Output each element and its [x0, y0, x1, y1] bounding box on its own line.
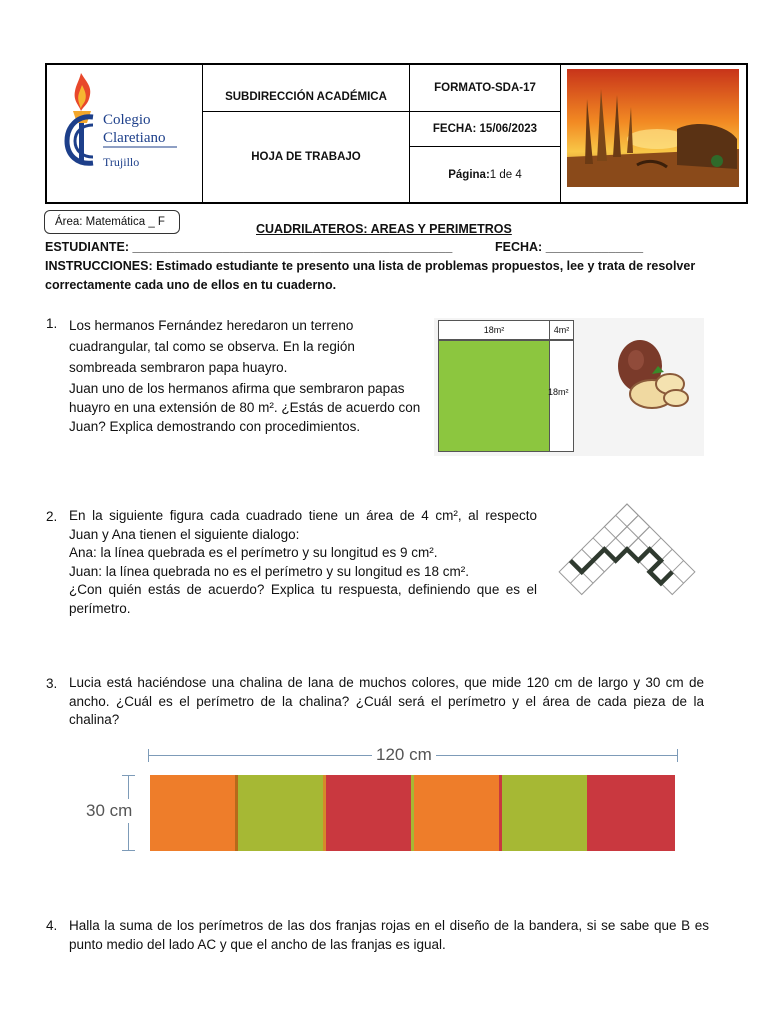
surreal-painting-image	[567, 69, 739, 187]
length-label: 120 cm	[372, 745, 436, 765]
right-strip	[550, 340, 574, 452]
text-line: Halla la suma de los perímetros de las dos franjas rojas en el diseño de la bandera, si se sabe que B es	[69, 918, 709, 933]
dimension-tick	[677, 749, 678, 762]
painting-cell	[561, 65, 746, 202]
problem-1-number: 1.	[46, 316, 58, 331]
logo-text	[103, 111, 165, 171]
scarf-piece	[502, 775, 590, 851]
scarf-piece	[326, 775, 414, 851]
logo-line-2: Claretiano	[103, 130, 166, 146]
shaded-region	[438, 340, 550, 452]
width-label: 30 cm	[86, 799, 132, 823]
title-cell	[203, 65, 410, 202]
scarf-piece	[150, 775, 238, 851]
pagina-value: 1 de 4	[489, 168, 522, 181]
text-line: cuadrangular, tal como se observa. En la región	[69, 339, 355, 354]
subdireccion-label: SUBDIRECCIÓN ACADÉMICA	[225, 91, 387, 103]
label-top-left	[438, 320, 550, 340]
text-line: Lucia está haciéndose una chalina de lana de muchos colores, que mide 120 cm de largo y 30 cm de	[69, 675, 704, 690]
top-left-label: 18m²	[483, 325, 505, 335]
text-line: Juan? Explica demostrando con procedimientos.	[69, 419, 361, 434]
problem-2-text	[69, 507, 537, 619]
logo-line-3: Trujillo	[103, 155, 140, 169]
potato-image	[612, 336, 696, 420]
pagina-label	[410, 147, 560, 202]
instructions-line-2: correctamente cada uno de ellos en tu cuaderno.	[45, 278, 337, 292]
instructions-label: INSTRUCCIONES:	[45, 259, 153, 273]
fecha-label: FECHA: 15/06/2023	[432, 123, 538, 135]
label-top-right	[550, 320, 574, 340]
problem-1-figure	[434, 318, 704, 456]
instructions	[45, 257, 745, 295]
text-line: perímetro.	[69, 600, 131, 616]
right-label: 18m²	[548, 387, 569, 397]
text-line: Juan uno de los hermanos afirma que sembraron papas	[69, 381, 405, 396]
text-line: Juan: la línea quebrada no es el perímetro y su longitud es 18 cm².	[69, 563, 469, 579]
text-line: sombreada sembraron papa huayro.	[69, 360, 288, 375]
dimension-tick	[148, 749, 149, 762]
text-line: huayro en una extensión de 80 m². ¿Estás de acuerdo con	[69, 400, 421, 415]
text-line: chalina?	[69, 712, 120, 727]
problem-2-number: 2.	[46, 509, 58, 524]
student-field: ESTUDIANTE: ______________________________________________	[45, 240, 453, 254]
problem-1-text	[69, 315, 429, 378]
problem-1-text-continued	[69, 379, 449, 436]
text-line: Los hermanos Fernández heredaron un terreno	[69, 318, 354, 333]
text-line: punto medio del lado AC y que el ancho de las franjas es igual.	[69, 937, 446, 952]
worksheet-title: CUADRILATEROS: AREAS Y PERIMETROS	[256, 222, 512, 236]
top-right-label: 4m²	[553, 325, 570, 335]
formato-label: FORMATO-SDA-17	[434, 82, 536, 94]
text-line: Ana: la línea quebrada es el perímetro y su longitud es 9 cm².	[69, 545, 438, 561]
area-box: Área: Matemática _ F	[44, 210, 180, 234]
date-field: FECHA: ______________	[495, 240, 644, 254]
logo-line-1: Colegio	[103, 112, 151, 128]
hoja-de-trabajo-label: HOJA DE TRABAJO	[251, 151, 361, 163]
format-cell	[410, 65, 561, 202]
header-table	[45, 63, 748, 204]
text-line: En la siguiente figura cada cuadrado tiene un área de 4 cm², al respecto	[69, 508, 537, 523]
instructions-line-1: Estimado estudiante te presento una lista de problemas propuestos, lee y trata de resolver	[152, 259, 696, 273]
problem-4-number: 4.	[46, 918, 58, 933]
text-line: ancho. ¿Cuál es el perímetro de la chalina? ¿Cuál será el perímetro y el área de cada pieza de la	[69, 693, 704, 709]
scarf-image	[150, 775, 675, 851]
text-line: ¿Con quién estás de acuerdo? Explica tu respuesta, definiendo que es el	[69, 582, 537, 598]
problem-2-grid-figure	[555, 500, 700, 635]
problem-3-text	[69, 674, 704, 730]
text-line: Juan y Ana tienen el siguiente dialogo:	[69, 526, 300, 542]
logo-cell	[47, 65, 203, 202]
problem-3-number: 3.	[46, 676, 58, 691]
pagina-key: Página:	[448, 168, 490, 181]
dimension-tick	[122, 850, 135, 851]
scarf-piece	[590, 775, 675, 851]
scarf-piece	[414, 775, 502, 851]
dimension-tick	[122, 775, 135, 776]
problem-4-text	[69, 916, 709, 954]
scarf-piece	[238, 775, 326, 851]
